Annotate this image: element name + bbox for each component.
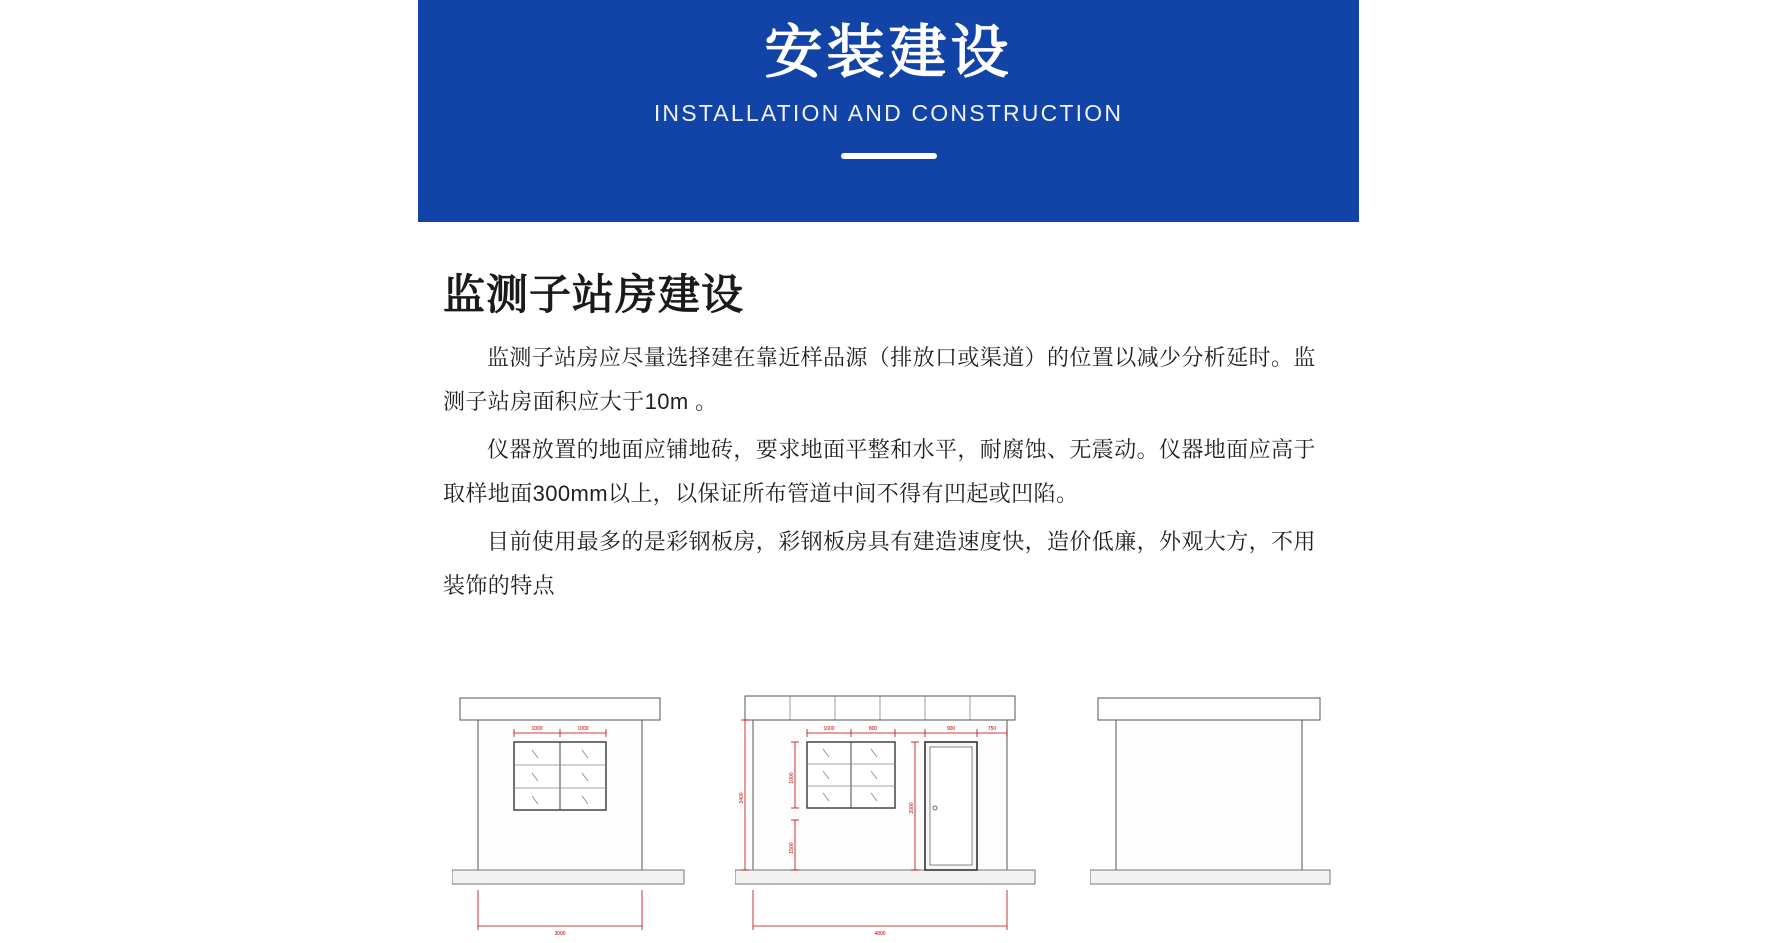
side-elevation-svg <box>735 690 1053 943</box>
drawings-row <box>452 690 1340 943</box>
banner-title: 安装建设 <box>764 20 1013 85</box>
dimension-label: 2000 <box>909 802 915 814</box>
dimension-label: 800 <box>868 726 878 732</box>
banner-subtitle: INSTALLATION AND CONSTRUCTION <box>653 100 1124 127</box>
dimension-label: 1000 <box>531 726 543 732</box>
paragraph-2: 仪器放置的地面应铺地砖，要求地面平整和水平，耐腐蚀、无震动。仪器地面应高于取样地面300mm以上，以保证所布管道中间不得有凹起或凹陷。 <box>443 437 1316 506</box>
drawing-side-elevation <box>735 690 1053 943</box>
dimension-label: 4800 <box>874 931 886 937</box>
dimension-label: 3400 <box>739 792 745 804</box>
dimension-label: 1000 <box>823 726 835 732</box>
paragraph-1: 监测子站房应尽量选择建在靠近样品源（排放口或渠道）的位置以减少分析延时。监测子站房面积应大于10m 。 <box>443 345 1316 414</box>
dimension-label: 1000 <box>577 726 589 732</box>
page-banner <box>418 0 1359 222</box>
dimension-label: 1000 <box>789 772 795 784</box>
front-elevation-svg <box>452 690 700 943</box>
section-heading: 监测子站房建设 <box>443 271 745 318</box>
banner-divider <box>841 153 937 159</box>
dimension-label: 1500 <box>789 842 795 854</box>
article-section <box>443 262 1333 612</box>
rear-elevation-svg <box>1090 690 1340 943</box>
dimension-label: 750 <box>987 726 997 732</box>
drawing-front-elevation <box>452 690 700 943</box>
drawing-rear-elevation <box>1090 690 1340 943</box>
paragraph-3: 目前使用最多的是彩钢板房，彩钢板房具有建造速度快，造价低廉，外观大方，不用装饰的特点 <box>443 529 1316 598</box>
dimension-label: 900 <box>946 726 956 732</box>
dimension-label: 3000 <box>554 931 566 937</box>
